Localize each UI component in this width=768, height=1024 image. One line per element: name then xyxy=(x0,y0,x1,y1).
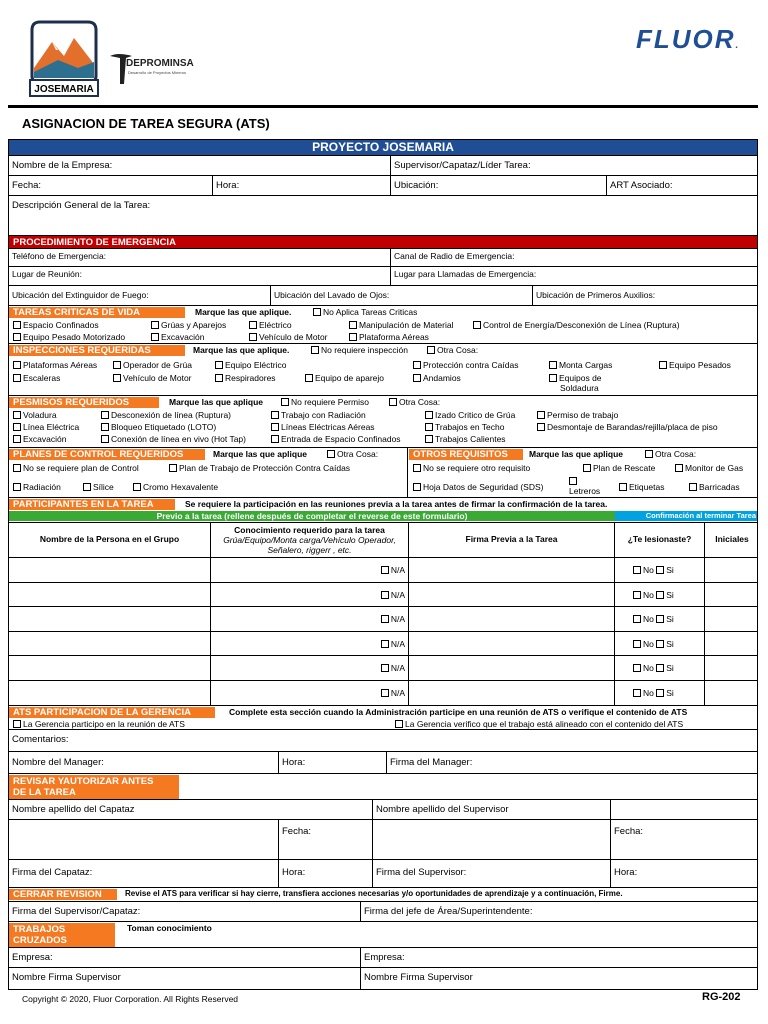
inspeccion-item[interactable]: Equipo Pesados xyxy=(659,360,731,370)
participant-injury-cell[interactable]: No Si xyxy=(615,558,705,582)
participant-initials-cell[interactable] xyxy=(705,681,758,705)
checkbox[interactable] xyxy=(633,615,641,623)
inspeccion-item-cont: Soldadura xyxy=(560,383,599,393)
permisos-marque: Marque las que aplique xyxy=(169,397,263,407)
gerencia-opt2[interactable]: La Gerencia verifico que el trabajo está alineado con el contenido del ATS xyxy=(395,719,683,729)
participant-row xyxy=(9,632,757,657)
empresa-field[interactable]: Nombre de la Empresa: xyxy=(9,156,391,175)
document-title: ASIGNACION DE TAREA SEGURA (ATS) xyxy=(22,116,270,131)
firma-jefe-field[interactable]: Firma del jefe de Área/Superintendente: xyxy=(364,906,533,917)
participant-injury-cell[interactable]: No Si xyxy=(615,632,705,656)
permisos-otra[interactable]: Otra Cosa: xyxy=(389,397,440,407)
row-cruzados-firma xyxy=(9,968,757,990)
permiso-item[interactable]: Desconexión de línea (Ruptura) xyxy=(101,410,231,420)
revisar-heading: REVISAR YAUTORIZAR ANTES DE LA TAREA xyxy=(9,775,179,799)
participantes-note: Se requiere la participación en las reuniones previa a la tarea antes de firmar la confirmación de la tarea. xyxy=(185,499,608,509)
plan-item[interactable]: Radiación xyxy=(13,482,61,492)
planes-heading: PLANES DE CONTROL REQUERIDOS xyxy=(9,449,205,460)
inspecciones-otra[interactable]: Otra Cosa: xyxy=(427,345,478,355)
tarea-item[interactable]: Espacio Confinados xyxy=(13,320,99,330)
participant-row xyxy=(9,558,757,583)
col-nombre: Nombre de la Persona en el Grupo xyxy=(9,523,211,557)
participant-name-cell[interactable] xyxy=(9,656,211,680)
checkbox[interactable] xyxy=(633,566,641,574)
manager-firma-field[interactable]: Firma del Manager: xyxy=(390,757,473,768)
participant-name-cell[interactable] xyxy=(9,681,211,705)
row-fecha xyxy=(9,176,757,196)
participant-injury-cell[interactable]: No Si xyxy=(615,681,705,705)
blank-cell xyxy=(9,820,279,859)
row-comentarios xyxy=(9,730,757,752)
blank-cell xyxy=(611,800,758,819)
checkbox[interactable] xyxy=(633,689,641,697)
comentarios-field[interactable]: Comentarios: xyxy=(12,734,69,745)
participant-signature-cell[interactable] xyxy=(409,632,615,656)
checkbox[interactable] xyxy=(381,615,389,623)
participant-signature-cell[interactable] xyxy=(409,607,615,631)
manager-field[interactable]: Nombre del Manager: xyxy=(9,752,279,773)
plan-item[interactable]: Cromo Hexavalente xyxy=(133,482,218,492)
cruzados-empresa1[interactable]: Empresa: xyxy=(9,948,361,967)
radio-field[interactable]: Canal de Radio de Emergencia: xyxy=(394,251,515,261)
otro-item[interactable]: Hoja Datos de Seguridad (SDS) xyxy=(413,482,543,492)
permisos-heading: PESMISOS REQUERIDOS xyxy=(9,397,159,408)
tareas-no-aplica[interactable]: No Aplica Tareas Criticas xyxy=(313,307,417,317)
checkbox[interactable] xyxy=(381,591,389,599)
cerrar-note: Revise el ATS para verificar si hay cierre, transfiera acciones necesarias y/o oportunidades de aprendizaje y a continuación, Firme. xyxy=(125,889,623,898)
permiso-item[interactable]: Voladura xyxy=(13,410,57,420)
participant-knowledge-cell[interactable]: N/A xyxy=(211,558,409,582)
permiso-item[interactable]: Excavación xyxy=(13,434,66,444)
fecha-field[interactable]: Fecha: xyxy=(9,176,213,195)
participant-row xyxy=(9,583,757,608)
revisar-fecha2[interactable]: Fecha: xyxy=(614,826,644,837)
cruzados-empresa2[interactable]: Empresa: xyxy=(364,952,405,963)
row-manager xyxy=(9,752,757,774)
cerrar-section xyxy=(9,888,757,902)
participant-initials-cell[interactable] xyxy=(705,583,758,607)
blank-cell xyxy=(373,820,611,859)
otro-item[interactable]: Barricadas xyxy=(689,482,740,492)
revisar-hora1[interactable]: Hora: xyxy=(279,860,373,887)
permiso-item[interactable]: Bloqueo Etiquetado (LOTO) xyxy=(101,422,216,432)
telefono-field[interactable]: Teléfono de Emergencia: xyxy=(9,249,391,266)
permiso-item[interactable]: Izado Critico de Grúa xyxy=(425,410,515,420)
capataz-field[interactable]: Nombre apellido del Capataz xyxy=(9,800,373,819)
participant-injury-cell[interactable]: No Si xyxy=(615,583,705,607)
col-conocimiento: Conocimiento requerido para la tarea Grúa/Equipo/Monta carga/Vehículo Operador, Señalero, riggerr , etc. xyxy=(211,523,409,557)
participant-name-cell[interactable] xyxy=(9,607,211,631)
cruzados-heading: TRABAJOS CRUZADOS xyxy=(9,923,115,947)
checkbox[interactable] xyxy=(633,591,641,599)
art-field[interactable]: ART Asociado: xyxy=(610,180,673,191)
firma-supervisor-field[interactable]: Firma del Supervisor: xyxy=(373,860,611,887)
supervisor-nombre-field[interactable]: Nombre apellido del Supervisor xyxy=(373,800,611,819)
row-telefono xyxy=(9,249,757,267)
row-cruzados-empresa xyxy=(9,948,757,968)
checkbox[interactable] xyxy=(633,640,641,648)
permiso-item[interactable]: Trabajos Calientes xyxy=(425,434,506,444)
hora-field[interactable]: Hora: xyxy=(213,176,391,195)
participant-signature-cell[interactable] xyxy=(409,583,615,607)
row-revisar-firmas xyxy=(9,860,757,888)
participant-signature-cell[interactable] xyxy=(409,656,615,680)
row-revisar-fecha xyxy=(9,820,757,860)
divider xyxy=(407,448,408,497)
participant-name-cell[interactable] xyxy=(9,558,211,582)
inspecciones-section xyxy=(9,344,757,396)
permiso-item[interactable]: Conexión de línea en vivo (Hot Tap) xyxy=(101,434,246,444)
deprominsa-sub: Desarrollo de Proyectos Mineros xyxy=(128,70,187,75)
plan-item[interactable]: No se requiere plan de Control xyxy=(13,463,139,473)
participant-row xyxy=(9,656,757,681)
checkbox[interactable] xyxy=(656,664,664,672)
manager-hora-field[interactable]: Hora: xyxy=(279,752,387,773)
participantes-heading: PARTICIPANTES EN LA TAREA xyxy=(9,499,175,510)
inspeccion-item[interactable]: Equipos de xyxy=(549,373,602,383)
tarea-item[interactable]: Grúas y Aparejos xyxy=(151,320,226,330)
tareas-marque: Marque las que aplique. xyxy=(195,307,292,317)
otros-otra[interactable]: Otra Cosa: xyxy=(645,449,696,459)
reunion-field[interactable]: Lugar de Reunión: xyxy=(9,267,391,285)
participant-knowledge-cell[interactable]: N/A xyxy=(211,583,409,607)
row-revisar-nombres xyxy=(9,800,757,820)
inspeccion-item[interactable]: Protección contra Caídas xyxy=(413,360,518,370)
gerencia-opt1[interactable]: La Gerencia participo en la reunión de ATS xyxy=(13,719,185,729)
header-rule xyxy=(8,105,758,108)
checkbox[interactable] xyxy=(381,566,389,574)
tareas-heading: TAREAS CRITICAS DE VIDA xyxy=(9,307,185,318)
participant-initials-cell[interactable] xyxy=(705,656,758,680)
planes-otra[interactable]: Otra Cosa: xyxy=(327,449,378,459)
inspeccion-item[interactable]: Respiradores xyxy=(215,373,276,383)
checkbox[interactable] xyxy=(381,640,389,648)
tarea-item[interactable]: Control de Energía/Desconexión de Línea (Ruptura) xyxy=(473,320,680,330)
llamadas-field[interactable]: Lugar para Llamadas de Emergencia: xyxy=(394,269,537,279)
cruzados-firma1[interactable]: Nombre Firma Supervisor xyxy=(9,968,361,990)
revisar-fecha1[interactable]: Fecha: xyxy=(279,820,373,859)
permiso-item[interactable]: Entrada de Espacio Confinados xyxy=(271,434,401,444)
otro-item[interactable] xyxy=(569,476,579,486)
col-iniciales: Iniciales xyxy=(715,534,749,544)
permiso-item[interactable]: Trabajo con Radiación xyxy=(271,410,366,420)
inspecciones-heading: INSPECCIONES REQUERIDAS xyxy=(9,345,185,356)
lavado-field[interactable]: Ubicación del Lavado de Ojos: xyxy=(271,286,533,305)
participant-knowledge-cell[interactable]: N/A xyxy=(211,632,409,656)
checkbox[interactable] xyxy=(656,689,664,697)
permiso-item[interactable]: Desmontaje de Barandas/rejilla/placa de piso xyxy=(537,422,718,432)
participant-name-cell[interactable] xyxy=(9,583,211,607)
tareas-section xyxy=(9,306,757,344)
participant-knowledge-cell[interactable]: N/A xyxy=(211,656,409,680)
inspeccion-item[interactable]: Plataformas Aéreas xyxy=(13,360,97,370)
inspeccion-item[interactable]: Vehículo de Motor xyxy=(113,373,192,383)
checkbox[interactable] xyxy=(656,640,664,648)
otros-marque: Marque las que aplique xyxy=(529,449,623,459)
inspecciones-marque: Marque las que aplique. xyxy=(193,345,290,355)
tarea-item[interactable]: Plataforma Aéreas xyxy=(349,332,429,342)
emergency-heading: PROCEDIMIENTO DE EMERGENCIA xyxy=(9,236,757,249)
revisar-section xyxy=(9,774,757,800)
checkbox[interactable] xyxy=(313,308,321,316)
tarea-item[interactable]: Manipulación de Material xyxy=(349,320,454,330)
checkbox[interactable] xyxy=(656,615,664,623)
checkbox[interactable] xyxy=(381,689,389,697)
inspeccion-item[interactable]: Operador de Grúa xyxy=(113,360,192,370)
checkbox[interactable] xyxy=(633,664,641,672)
col-lesion: ¿Te lesionaste? xyxy=(615,523,705,557)
revisar-hora2[interactable]: Hora: xyxy=(614,867,638,878)
deprominsa-name: DEPROMINSA xyxy=(126,58,194,69)
cerrar-heading: CERRAR REVISION xyxy=(9,889,117,900)
participantes-header xyxy=(9,498,757,522)
otro-item[interactable]: No se requiere otro requisito xyxy=(413,463,530,473)
firma-sup-capataz-field[interactable]: Firma del Supervisor/Capataz: xyxy=(9,902,361,921)
tarea-item[interactable]: Equipo Pesado Motorizado xyxy=(13,332,125,342)
row-reunion xyxy=(9,267,757,286)
participantes-table-header xyxy=(9,522,757,558)
participant-initials-cell[interactable] xyxy=(705,632,758,656)
permisos-no-requiere[interactable]: No requiere Permiso xyxy=(281,397,369,407)
descripcion-field[interactable]: Descripción General de la Tarea: xyxy=(12,200,151,211)
participant-row xyxy=(9,681,757,706)
checkbox[interactable] xyxy=(656,566,664,574)
otro-item[interactable]: Etiquetas xyxy=(619,482,664,492)
cruzados-note: Toman conocimiento xyxy=(127,923,212,933)
inspeccion-item[interactable]: Monta Cargas xyxy=(549,360,612,370)
participant-signature-cell[interactable] xyxy=(409,558,615,582)
tarea-item[interactable]: Eléctrico xyxy=(249,320,292,330)
participant-knowledge-cell[interactable]: N/A xyxy=(211,607,409,631)
permiso-item[interactable]: Trabajos en Techo xyxy=(425,422,504,432)
copyright: Copyright © 2020, Fluor Corporation. All Rights Reserved xyxy=(22,994,239,1004)
gerencia-section xyxy=(9,706,757,730)
ats-form xyxy=(8,139,758,990)
supervisor-field[interactable]: Supervisor/Capataz/Líder Tarea: xyxy=(394,160,531,171)
cruzados-firma2[interactable]: Nombre Firma Supervisor xyxy=(364,972,473,983)
fluor-logo: FLUOR. xyxy=(636,24,741,54)
cruzados-section xyxy=(9,922,757,948)
otros-heading: OTROS REQUISITOS xyxy=(409,449,523,460)
inspeccion-item[interactable]: Andamios xyxy=(413,373,461,383)
inspecciones-no-requiere[interactable]: No requiere inspección xyxy=(311,345,408,355)
plan-item[interactable]: Plan de Trabajo de Protección Contra Caídas xyxy=(169,463,350,473)
inspeccion-item[interactable]: Equipo Eléctrico xyxy=(215,360,286,370)
row-extinguidor xyxy=(9,286,757,306)
participant-initials-cell[interactable] xyxy=(705,607,758,631)
otro-item-label: Letreros xyxy=(569,486,601,496)
auxilios-field[interactable]: Ubicación de Primeros Auxilios: xyxy=(536,290,656,300)
extinguidor-field[interactable]: Ubicación del Extinguidor de Fuego: xyxy=(9,286,271,305)
firma-capataz-field[interactable]: Firma del Capataz: xyxy=(9,860,279,887)
permisos-section xyxy=(9,396,757,448)
plan-item[interactable]: Sílice xyxy=(83,482,114,492)
row-descripcion xyxy=(9,196,757,236)
participant-injury-cell[interactable]: No Si xyxy=(615,607,705,631)
form-code: RG-202 xyxy=(702,991,741,1003)
inspeccion-item[interactable]: Escaleras xyxy=(13,373,60,383)
participant-injury-cell[interactable]: No Si xyxy=(615,656,705,680)
logo-text: JOSEMARIA xyxy=(34,84,94,95)
participant-initials-cell[interactable] xyxy=(705,558,758,582)
otro-item[interactable]: Monitor de Gas xyxy=(675,463,743,473)
planes-otros-section xyxy=(9,448,757,498)
col-firma: Firma Previa a la Tarea xyxy=(409,523,615,557)
otro-item[interactable]: Plan de Rescate xyxy=(583,463,655,473)
planes-marque: Marque las que aplique xyxy=(213,449,307,459)
previo-bar: Previo a la tarea (rellene después de completar el reverse de este formulario) xyxy=(9,511,615,521)
participant-signature-cell[interactable] xyxy=(409,681,615,705)
deprominsa-logo xyxy=(108,50,228,86)
permiso-item[interactable]: Líneas Eléctricas Aéreas xyxy=(271,422,375,432)
permiso-item[interactable]: Permiso de trabajo xyxy=(537,410,618,420)
participant-knowledge-cell[interactable]: N/A xyxy=(211,681,409,705)
participant-row xyxy=(9,607,757,632)
inspeccion-item[interactable]: Equipo de aparejo xyxy=(305,373,384,383)
josemaria-logo xyxy=(28,20,100,98)
row-empresa xyxy=(9,156,757,176)
gerencia-heading: ATS PARTICIPACION DE LA GERENCIA xyxy=(9,707,215,718)
row-cerrar-firmas xyxy=(9,902,757,922)
tarea-item[interactable]: Vehículo de Motor xyxy=(249,332,328,342)
checkbox[interactable] xyxy=(381,664,389,672)
confirmacion-bar: Confirmación al terminar Tarea xyxy=(615,511,758,521)
participant-name-cell[interactable] xyxy=(9,632,211,656)
ubicacion-field[interactable]: Ubicación: xyxy=(391,176,607,195)
permiso-item[interactable]: Línea Eléctrica xyxy=(13,422,79,432)
gerencia-note: Complete esta sección cuando la Administración participe en una reunión de ATS o verifique el contenido de ATS xyxy=(229,707,688,717)
checkbox[interactable] xyxy=(656,591,664,599)
project-banner: PROYECTO JOSEMARIA xyxy=(9,140,757,156)
tarea-item[interactable]: Excavación xyxy=(151,332,204,342)
